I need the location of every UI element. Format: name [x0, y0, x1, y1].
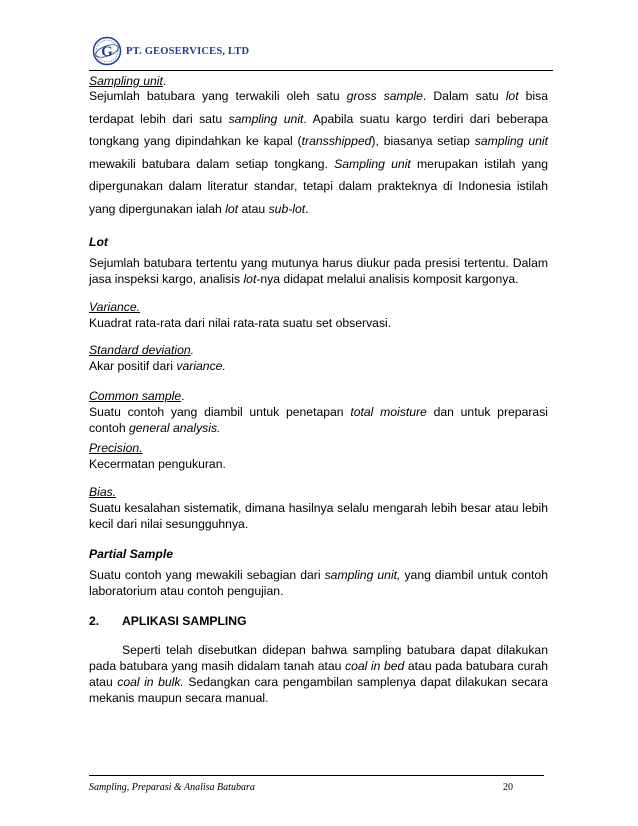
- section-number: 2.: [89, 614, 100, 628]
- definition-bias: [89, 484, 548, 532]
- term-bias: Bias.: [89, 485, 117, 499]
- definition-common-sample: Common sample. Suatu contoh yang diambil untuk penetapan total moisture dan untuk preparasi contoh general analysis.: [89, 389, 548, 435]
- definition-variance: [89, 299, 548, 331]
- definition-precision: [89, 440, 548, 472]
- term-precision: Precision.: [89, 441, 143, 455]
- term-variance: Variance.: [89, 300, 141, 314]
- term-partial-sample: Partial Sample: [89, 547, 173, 561]
- definition-text: Suatu contoh yang mewakili sebagian dari sampling unit, yang diambil untuk contoh laboratorium atau contoh pengujian.: [89, 568, 548, 598]
- logo-letter: G: [101, 44, 113, 60]
- section-heading: [89, 613, 548, 629]
- definition-text: Kuadrat rata-rata dari nilai rata-rata suatu set observasi.: [89, 316, 392, 330]
- footer-rule: [89, 775, 544, 776]
- company-logo-icon: [92, 36, 122, 66]
- term-standard-deviation: Standard deviation: [89, 343, 191, 357]
- definition-standard-deviation: Standard deviation. Akar positif dari variance.: [89, 342, 548, 374]
- definition-text: Sejumlah batubara tertentu yang mutunya harus diukur pada presisi tertentu. Dalam jasa inspeksi kargo, analisis lot-nya didapat melalui analisis komposit kargonya.: [89, 256, 548, 286]
- definition-text: Suatu contoh yang diambil untuk penetapan total moisture dan untuk preparasi contoh general analysis.: [89, 405, 548, 435]
- definition-text: Kecermatan pengukuran.: [89, 457, 226, 471]
- page-header: [92, 34, 249, 68]
- term-common-sample: Common sample: [89, 389, 182, 403]
- section-title: APLIKASI SAMPLING: [122, 614, 247, 628]
- definition-partial-sample: [89, 546, 548, 599]
- term-lot: Lot: [89, 235, 108, 249]
- page-content: [89, 73, 548, 706]
- term-sampling-unit: Sampling unit: [89, 74, 163, 88]
- section-paragraph: Seperti telah disebutkan didepan bahwa sampling batubara dapat dilakukan pada batubara yang masih didalam tanah atau coal in bed atau pada batubara curah atau coal in bulk. Sedangkan cara pengambilan samplenya dapat dilakukan secara mekanis maupun secara manual.: [89, 643, 549, 705]
- definition-lot: [89, 234, 548, 287]
- footer-title: Sampling, Preparasi & Analisa Batubara: [89, 782, 255, 793]
- definition-text: Akar positif dari variance.: [89, 359, 226, 373]
- definition-sampling-unit: Sampling unit. Sejumlah batubara yang terwakili oleh satu gross sample. Dalam satu lot bisa terdapat lebih dari satu sampling unit. Apabila suatu kargo terdiri dari beberapa tongkang yang dipindahkan ke kapal (transshipped), biasanya setiap sampling unit mewakili batubara dalam setiap tongkang. Sampling unit merupakan istilah yang dipergunakan dalam literatur standar, tetapi dalam prakteknya di Indonesia istilah yang dipergunakan ialah lot atau sub-lot.: [89, 73, 548, 220]
- definition-text: Sejumlah batubara yang terwakili oleh satu gross sample. Dalam satu lot bisa terdapat lebih dari satu sampling unit. Apabila suatu kargo terdiri dari beberapa tongkang yang dipindahkan ke kapal (transshipped), biasanya setiap sampling unit mewakili batubara dalam setiap tongkang. Sampling unit merupakan istilah yang dipergunakan dalam literatur standar, tetapi dalam prakteknya di Indonesia istilah yang dipergunakan ialah lot atau sub-lot.: [89, 89, 549, 216]
- page-number: 20: [503, 782, 513, 793]
- definition-text: Suatu kesalahan sistematik, dimana hasilnya selalu mengarah lebih besar atau lebih kecil dari nilai sesungguhnya.: [89, 501, 548, 531]
- header-rule: [89, 70, 553, 71]
- company-name: PT. GEOSERVICES, LTD: [126, 45, 250, 57]
